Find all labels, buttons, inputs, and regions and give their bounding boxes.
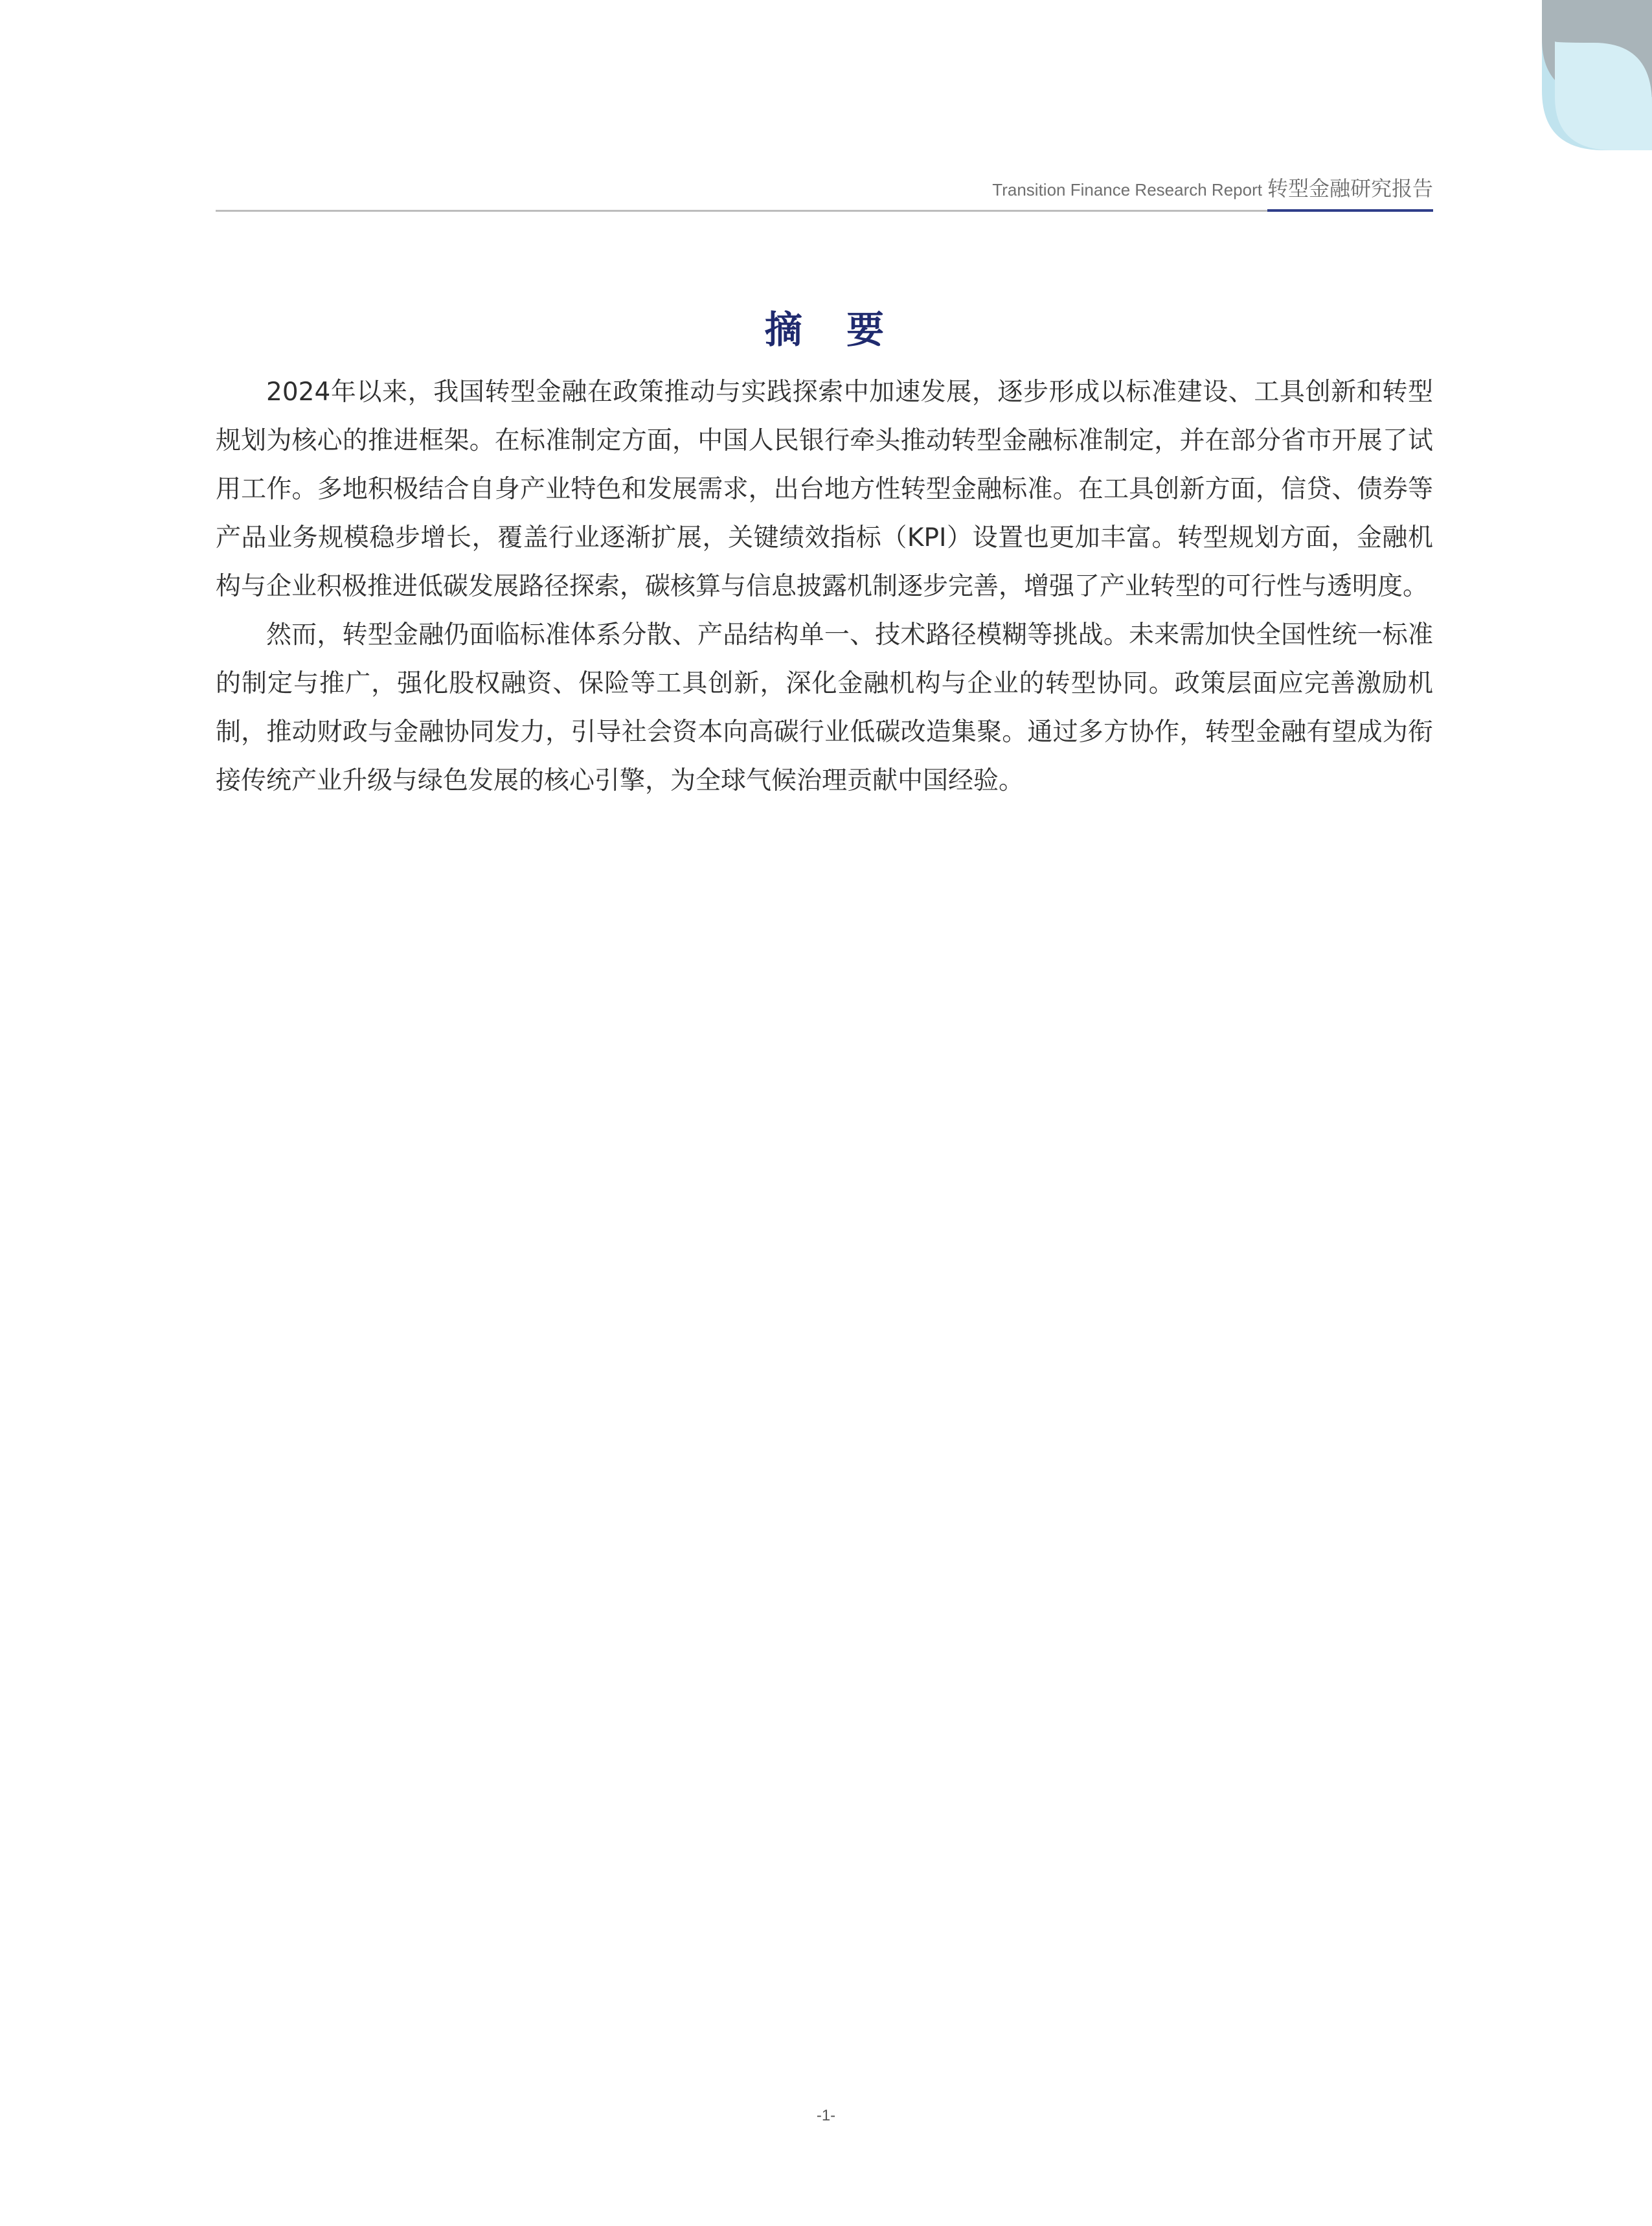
abstract-title: 摘 要	[764, 308, 900, 352]
abstract-paragraph-1: 2024年以来，我国转型金融在政策推动与实践探索中加速发展，逐步形成以标准建设、工具创新和转型规划为核心的推进框架。在标准制定方面，中国人民银行牵头推动转型金融标准制定，并在部分省市开展了试用工作。多地积极结合自身产业特色和发展需求，出台地方性转型金融标准。在工具创新方面，信贷、债券等产品业务规模稳步增长，覆盖行业逐渐扩展，关键绩效指标（KPI）设置也更加丰富。转型规划方面，金融机构与企业积极推进低碳发展路径探索，碳核算与信息披露机制逐步完善，增强了产业转型的可行性与透明度。	[216, 378, 1433, 601]
header-title	[992, 172, 1433, 205]
header-title-cn: 转型金融研究报告	[1267, 172, 1433, 205]
abstract-body	[216, 368, 1433, 805]
header-title-en: Transition Finance Research Report	[992, 180, 1262, 199]
abstract-paragraph-2: 然而，转型金融仍面临标准体系分散、产品结构单一、技术路径模糊等挑战。未来需加快全国性统一标准的制定与推广，强化股权融资、保险等工具创新，深化金融机构与企业的转型协同。政策层面应完善激励机制，推动财政与金融协同发力，引导社会资本向高碳行业低碳改造集聚。通过多方协作，转型金融有望成为衔接传统产业升级与绿色发展的核心引擎，为全球气候治理贡献中国经验。	[216, 620, 1433, 795]
page-number: -1-	[816, 2107, 836, 2124]
page-header	[216, 170, 1433, 212]
corner-decoration	[1542, 0, 1652, 150]
